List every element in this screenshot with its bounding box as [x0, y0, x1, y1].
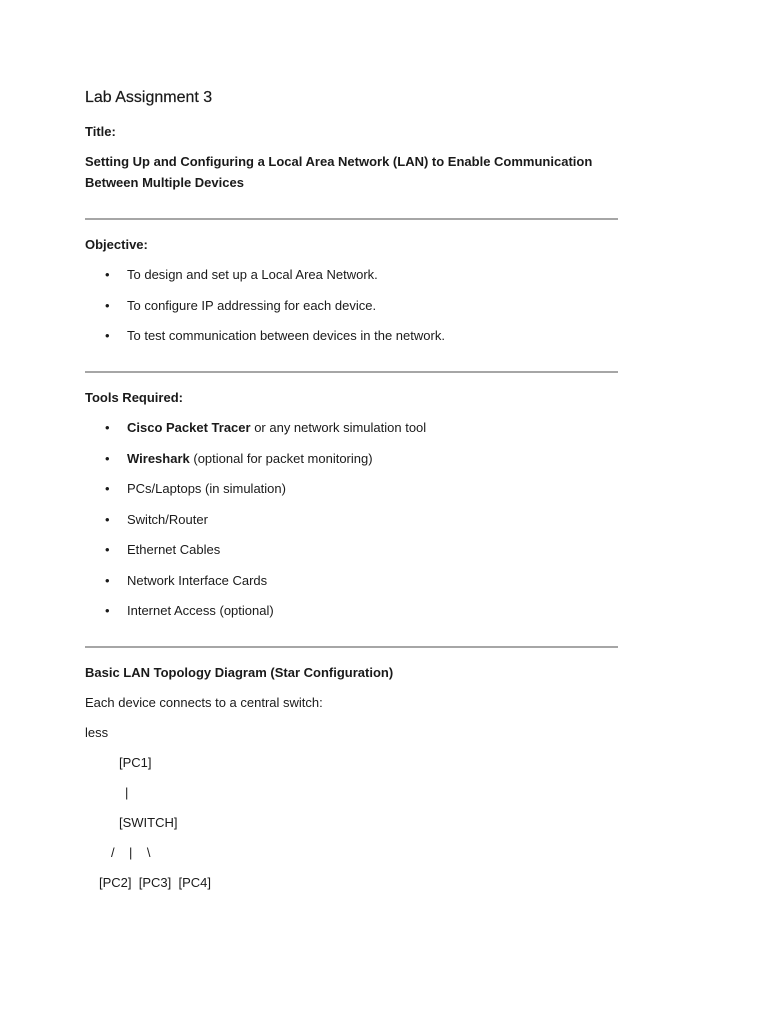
divider-1 — [85, 218, 618, 220]
list-item — [85, 571, 618, 591]
divider-3 — [85, 646, 618, 648]
doc-heading: Lab Assignment 3 — [85, 89, 213, 106]
objective-item-text: To configure IP addressing for each device. — [127, 297, 377, 313]
diagram-branches: / | \ — [111, 845, 151, 860]
list-item — [85, 326, 618, 346]
bullet-icon: • — [105, 450, 110, 466]
tools-list — [85, 418, 618, 621]
list-item — [85, 296, 618, 316]
list-item — [85, 540, 618, 560]
tool-item-text: or any network simulation tool — [250, 420, 427, 435]
objective-item-text: To test communication between devices in the network. — [127, 328, 445, 343]
list-item — [85, 510, 618, 530]
tool-name-bold: Cisco Packet Tracer — [127, 420, 251, 435]
tool-name-bold: Wireshark — [127, 450, 190, 466]
topology-label: Basic LAN Topology Diagram (Star Configuration) — [85, 665, 394, 680]
list-item — [85, 418, 618, 438]
tool-item-text: (optional for packet monitoring) — [189, 450, 373, 466]
bullet-icon: • — [105, 328, 110, 343]
tool-item-text: Network Interface Cards — [127, 572, 268, 588]
topology-diagram — [85, 753, 618, 893]
title-text-line-2: Between Multiple Devices — [85, 175, 244, 190]
tool-item-text: Internet Access (optional) — [127, 603, 274, 618]
diagram-connector: | — [125, 785, 129, 800]
tools-label: Tools Required: — [85, 390, 183, 405]
tool-item-text: Switch/Router — [127, 511, 208, 527]
list-item — [85, 449, 618, 469]
bullet-icon: • — [105, 603, 110, 618]
bullet-icon: • — [105, 420, 110, 435]
list-item — [85, 479, 618, 499]
tool-item-text: PCs/Laptops (in simulation) — [127, 481, 286, 496]
objective-label: Objective: — [85, 237, 148, 252]
bullet-icon: • — [105, 481, 110, 496]
bullet-icon: • — [105, 542, 110, 557]
diagram-pc-row: [PC2] [PC3] [PC4] — [99, 875, 211, 890]
title-label: Title: — [85, 124, 116, 139]
bullet-icon: • — [105, 267, 110, 282]
divider-2 — [85, 371, 618, 373]
document-page — [85, 86, 618, 893]
list-item — [85, 265, 618, 285]
tool-item-text: Ethernet Cables — [127, 542, 221, 557]
topology-intro: Each device connects to a central switch: — [85, 695, 323, 710]
bullet-icon: • — [105, 297, 110, 313]
list-item — [85, 601, 618, 621]
title-text-line-1: Setting Up and Configuring a Local Area Network (LAN) to Enable Communication — [85, 154, 593, 169]
diagram-switch: [SWITCH] — [119, 815, 178, 830]
objective-list — [85, 265, 618, 346]
code-language-label: less — [85, 725, 109, 740]
diagram-pc1: [PC1] — [119, 755, 152, 770]
bullet-icon: • — [105, 511, 110, 527]
objective-item-text: To design and set up a Local Area Network. — [127, 267, 378, 282]
bullet-icon: • — [105, 572, 110, 588]
